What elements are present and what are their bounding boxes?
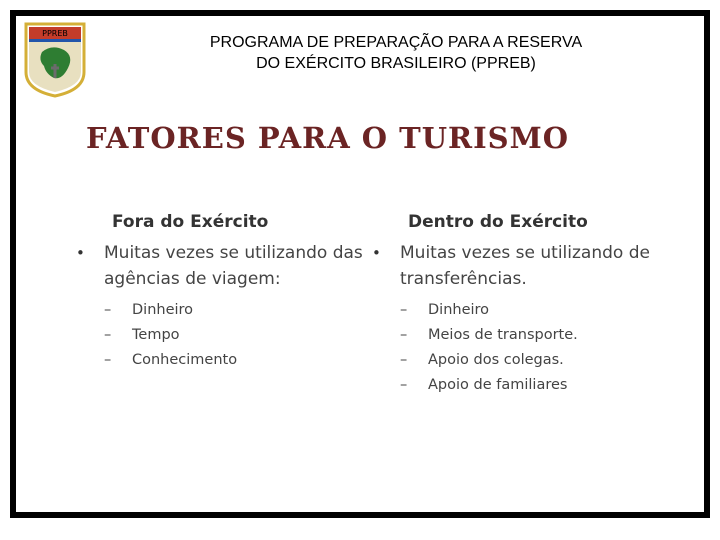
- dash-icon: –: [104, 302, 112, 318]
- sub-list: [104, 298, 366, 373]
- slide-frame: [10, 10, 710, 518]
- program-title: [136, 32, 656, 74]
- sub-item: [400, 323, 672, 348]
- dash-icon: –: [400, 377, 408, 393]
- sub-item-text: Apoio dos colegas.: [428, 352, 564, 368]
- sub-item: [400, 373, 672, 398]
- bullet-text: Muitas vezes se utilizando de transferências.: [400, 243, 650, 289]
- bullet-icon: •: [372, 244, 381, 262]
- sub-item-text: Meios de transporte.: [428, 327, 578, 343]
- sub-item: [104, 348, 366, 373]
- sub-item-text: Dinheiro: [132, 302, 194, 318]
- column-fora-do-exercito: [76, 212, 366, 373]
- program-title-line-1: PROGRAMA DE PREPARAÇÃO PARA A RESERVA: [209, 34, 583, 51]
- sub-item-text: Apoio de familiares: [428, 377, 568, 393]
- dash-icon: –: [104, 352, 112, 368]
- sub-item-text: Tempo: [132, 327, 180, 343]
- column-heading: Dentro do Exército: [408, 212, 588, 232]
- sub-item: [104, 323, 366, 348]
- bullet-item: [76, 240, 366, 292]
- dash-icon: –: [400, 352, 408, 368]
- sub-list: [400, 298, 672, 398]
- dash-icon: –: [104, 327, 112, 343]
- bullet-item: [372, 240, 672, 292]
- sub-item: [400, 348, 672, 373]
- sub-item: [104, 298, 366, 323]
- column-heading: Fora do Exército: [112, 212, 269, 232]
- dash-icon: –: [400, 302, 408, 318]
- column-dentro-do-exercito: [372, 212, 672, 398]
- slide-title: FATORES PARA O TURISMO: [86, 121, 569, 155]
- sub-item-text: Dinheiro: [428, 302, 490, 318]
- bullet-icon: •: [76, 244, 85, 262]
- program-title-line-2: DO EXÉRCITO BRASILEIRO (PPREB): [256, 55, 536, 72]
- army-shield-logo-icon: [24, 22, 86, 98]
- bullet-text: Muitas vezes se utilizando das agências de viagem:: [104, 243, 363, 289]
- dash-icon: –: [400, 327, 408, 343]
- sub-item: [400, 298, 672, 323]
- sub-item-text: Conhecimento: [132, 352, 238, 368]
- logo-text: PPREB: [42, 29, 68, 38]
